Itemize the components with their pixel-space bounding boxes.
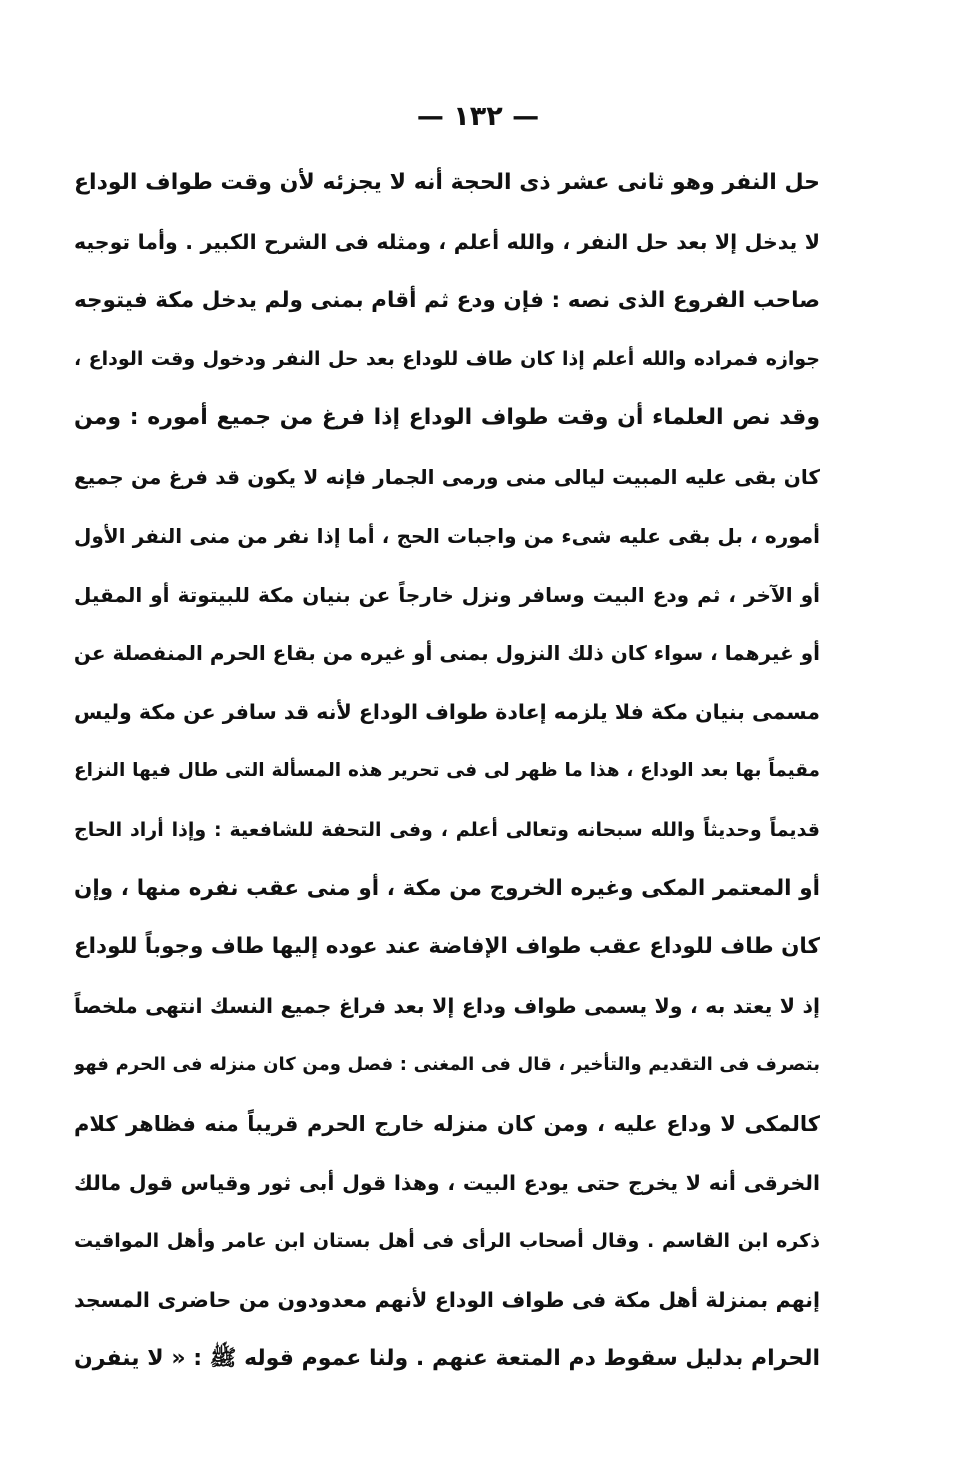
text-line: أموره ، بل بقى عليه شىء من واجبات الحج ، أما إذا نفر من منى النفر الأول <box>74 523 820 548</box>
text-line: وقد نص العلماء أن وقت طواف الوداع إذا فرغ من جميع أموره : ومن <box>74 405 820 431</box>
text-line: مسمى بنيان مكة فلا يلزمه إعادة طواف الوداع لأنه قد سافر عن مكة وليس <box>74 700 820 725</box>
text-line: قديماً وحديثاً والله سبحانه وتعالى أعلم ، وفى التحفة للشافعية : وإذا أراد الحاج <box>74 818 820 841</box>
text-line: كان بقى عليه المبيت ليالى منى ورمى الجمار فإنه لا يكون قد فرغ من جميع <box>74 464 820 489</box>
text-line: الحرام بدليل سقوط دم المتعة عنهم . ولنا عموم قوله ﷺ : « لا ينفرن <box>74 1345 820 1371</box>
text-line: مقيماً بها بعد الوداع ، هذا ما ظهر لى فى تحرير هذه المسألة التى طال فيها النزاع <box>74 759 820 781</box>
text-line: أو المعتمر المكى وغيره الخروج من مكة ، أو منى عقب نفره منها ، وإن <box>74 875 820 901</box>
text-line: حل النفر وهو ثانى عشر ذى الحجة أنه لا يجزئه لأن وقت طواف الوداع <box>74 170 820 195</box>
text-line: إنهم بمنزلة أهل مكة فى طواف الوداع لأنهم معدودون من حاضرى المسجد <box>74 1288 820 1313</box>
text-line: الخرقى أنه لا يخرج حتى يودع البيت ، وهذا قول أبى ثور وقياس قول مالك <box>74 1170 820 1195</box>
text-line: لا يدخل إلا بعد حل النفر ، والله أعلم ، ومثله فى الشرح الكبير . وأما توجيه <box>74 229 820 254</box>
text-line: أو غيرهما ، سواء كان ذلك النزول بمنى أو غيره من بقاع الحرم المنفصلة عن <box>74 641 820 666</box>
text-line: ذكره ابن القاسم . وقال أصحاب الرأى فى أهل بستان ابن عامر وأهل المواقيت <box>74 1230 820 1253</box>
text-line: جوازه فمراده والله أعلم إذا كان طاف للوداع بعد حل النفر ودخول وقت الوداع ، <box>74 348 820 371</box>
body-text <box>74 154 820 1389</box>
text-line: أو الآخر ، ثم ودع البيت وسافر ونزل خارجاً عن بنيان مكة للبيتوتة أو المقيل <box>74 582 820 607</box>
text-line: صاحب الفروع الذى نصه : فإن ودع ثم أقام بمنى ولم يدخل مكة فيتوجه <box>74 287 820 313</box>
text-line: إذ لا يعتد به ، ولا يسمى طواف وداع إلا بعد فراغ جميع النسك انتهى ملخصاً <box>74 994 820 1019</box>
text-line: كان طاف للوداع عقب طواف الإفاضة عند عوده إليها طاف وجوباً للوداع <box>74 934 820 960</box>
page-number: — ١٣٢ — <box>416 101 540 132</box>
text-line: بتصرف فى التقديم والتأخير ، قال فى المغنى : فصل ومن كان منزله فى الحرم فهو <box>74 1053 820 1075</box>
text-line: كالمكى لا وداع عليه ، ومن كان منزله خارج الحرم قريباً منه فظاهر كلام <box>74 1111 820 1136</box>
